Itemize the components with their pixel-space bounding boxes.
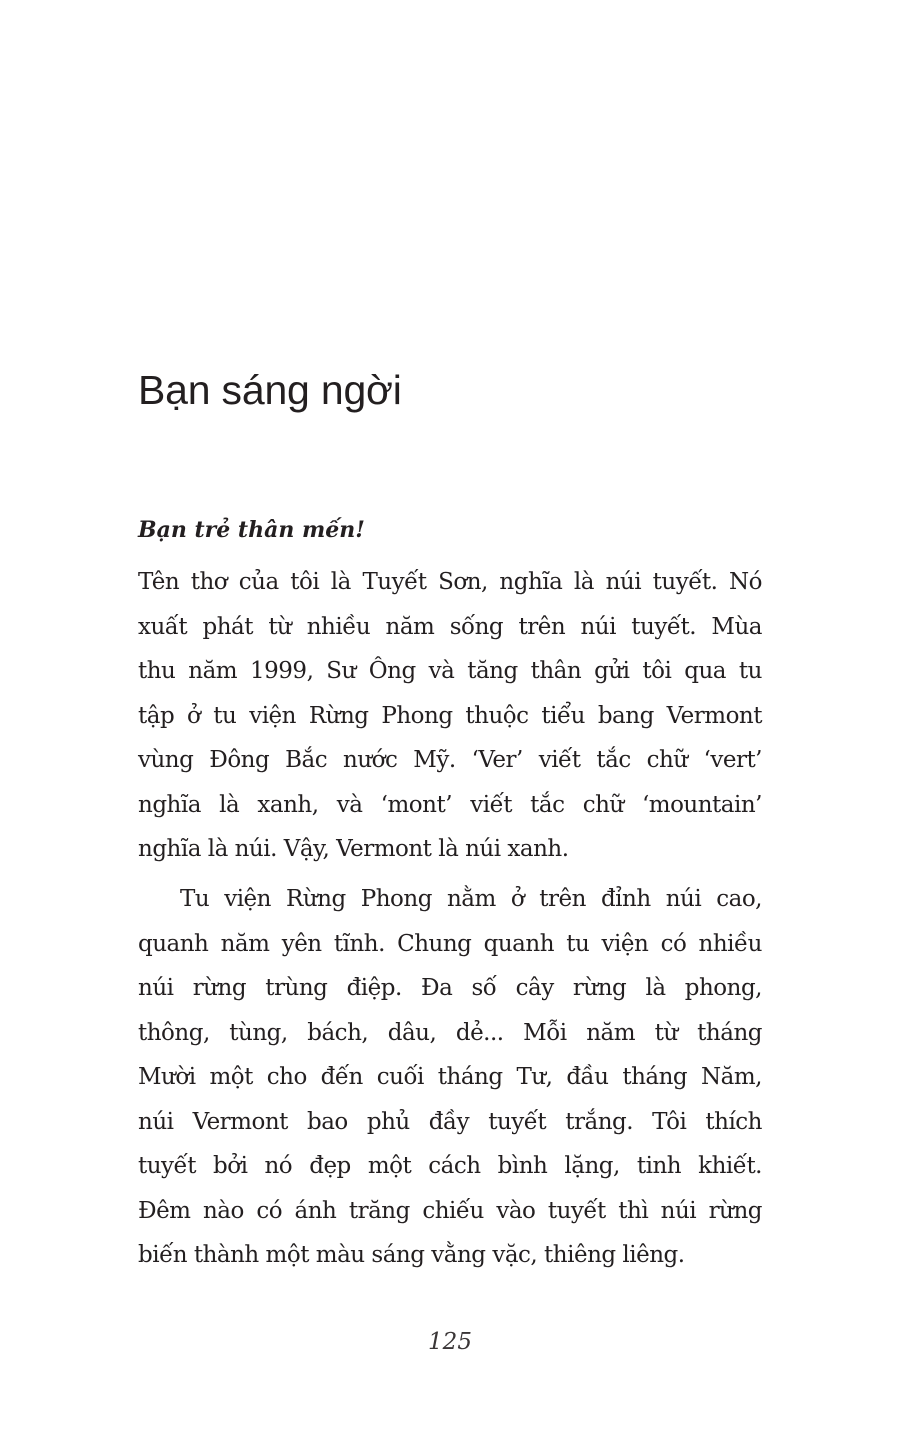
page-number: 125 — [428, 1329, 472, 1355]
text-line: nghĩa là núi. Vậy, Vermont là núi xanh. — [138, 836, 569, 862]
text-line: tập ở tu viện Rừng Phong thuộc tiểu bang Vermont — [138, 702, 762, 729]
paragraph-2 — [138, 877, 762, 1278]
text-line: nghĩa là xanh, và ‘mont’ viết tắc chữ ‘mountain’ — [138, 791, 762, 818]
chapter-title: Bạn sáng ngời — [138, 367, 402, 413]
paragraph-1 — [138, 560, 762, 872]
text-line: xuất phát từ nhiều năm sống trên núi tuyết. Mùa — [138, 613, 762, 640]
text-line: vùng Đông Bắc nước Mỹ. ‘Ver’ viết tắc chữ ‘vert’ — [138, 747, 762, 773]
text-line: thông, tùng, bách, dâu, dẻ... Mỗi năm từ tháng — [138, 1019, 762, 1046]
text-line: biến thành một màu sáng vằng vặc, thiêng liêng. — [138, 1242, 685, 1268]
text-line: thu năm 1999, Sư Ông và tăng thân gửi tôi qua tu — [138, 658, 762, 684]
text-line: núi rừng trùng điệp. Đa số cây rừng là phong, — [138, 975, 762, 1001]
text-line: Tên thơ của tôi là Tuyết Sơn, nghĩa là núi tuyết. Nó — [138, 569, 762, 595]
text-line: Đêm nào có ánh trăng chiếu vào tuyết thì núi rừng — [138, 1197, 762, 1224]
text-line: Tu viện Rừng Phong nằm ở trên đỉnh núi cao, — [180, 886, 762, 912]
text-line: núi Vermont bao phủ đầy tuyết trắng. Tôi thích — [138, 1108, 762, 1135]
greeting: Bạn trẻ thân mến! — [138, 517, 365, 543]
text-line: quanh năm yên tĩnh. Chung quanh tu viện có nhiều — [138, 930, 762, 957]
text-line: Mười một cho đến cuối tháng Tư, đầu tháng Năm, — [138, 1064, 762, 1090]
text-line: tuyết bởi nó đẹp một cách bình lặng, tinh khiết. — [138, 1153, 762, 1179]
